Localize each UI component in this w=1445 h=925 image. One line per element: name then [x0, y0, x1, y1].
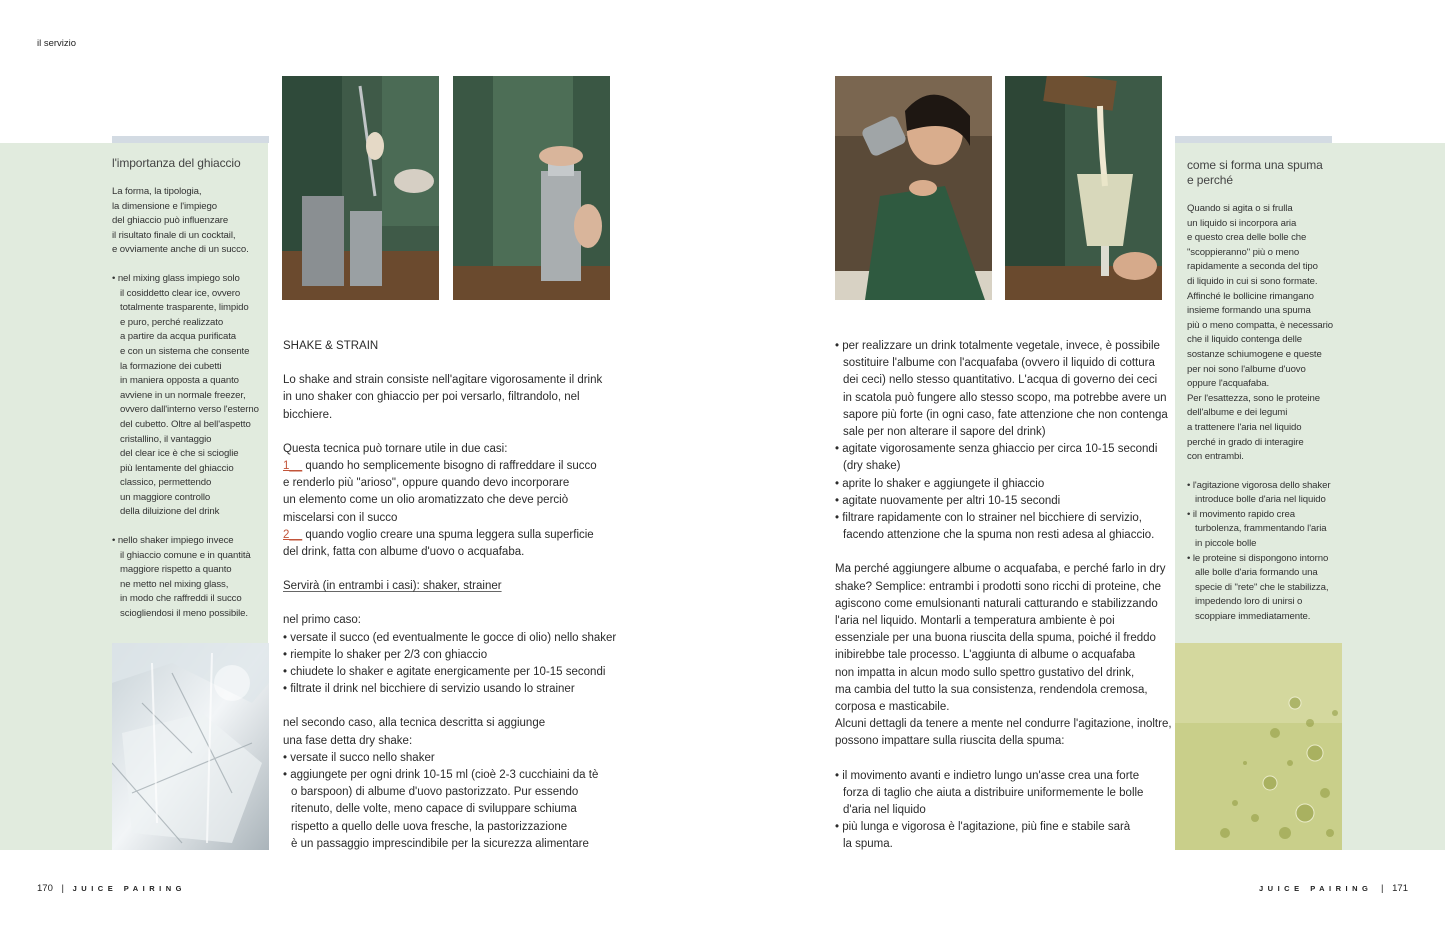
list-item: sostituire l'albume con l'acquafaba (ovvero il liquido di cottura — [843, 357, 1155, 370]
sidebar-line: ovvero dall'interno verso l'esterno — [120, 404, 259, 416]
sidebar-line: oppure l'acquafaba. — [1187, 378, 1270, 390]
sidebar-line: in piccole bolle — [1195, 538, 1257, 550]
right-body — [835, 338, 1170, 854]
right-sidebar-title — [1187, 158, 1357, 188]
sidebar-line: con entrambi. — [1187, 451, 1244, 463]
left-sidebar-rule — [112, 136, 269, 143]
tools-line: Servirà (in entrambi i casi): shaker, strainer — [283, 580, 502, 593]
list-item: dei ceci) nello stesso quantitativo. L'acqua di governo dei ceci — [843, 374, 1158, 387]
sidebar-line: alle bolle d'aria formando una — [1195, 567, 1318, 579]
sidebar-title-line: e perché — [1187, 173, 1233, 187]
sidebar-line: più o meno compatta, è necessario — [1187, 319, 1334, 331]
sidebar-line: che il liquido contenga delle — [1187, 334, 1302, 346]
body-line: 2__ quando voglio creare una spuma leggera sulla superficie — [283, 528, 594, 541]
list-item: • il movimento avanti e indietro lungo un'asse crea una forte — [835, 769, 1140, 782]
body-line: e renderlo più "arioso", oppure quando devo incorporare — [283, 477, 570, 490]
dry-shake-steps — [835, 338, 1170, 544]
body-line: essenziale per una buona riuscita della spuma, poiché il freddo — [835, 632, 1156, 645]
second-case-steps — [283, 750, 623, 853]
list-item: in scatola può fungere allo stesso scopo, ma potrebbe avere un — [843, 391, 1167, 404]
sidebar-line: cristallino, il vantaggio — [120, 433, 212, 445]
body-line: una fase detta dry shake: — [283, 734, 413, 747]
list-item: forza di taglio che aiuta a distribuire uniformemente le bolle — [843, 786, 1144, 799]
sidebar-line: e ovviamente anche di un succo. — [112, 244, 249, 256]
sidebar-line: La forma, la tipologia, — [112, 186, 202, 197]
list-item: è un passaggio imprescindibile per la sicurezza alimentare — [291, 837, 589, 850]
sidebar-line: e questo crea delle bolle che — [1187, 232, 1307, 244]
list-item: • per realizzare un drink totalmente vegetale, invece, è possibile — [835, 340, 1160, 352]
list-item: • agitate vigorosamente senza ghiaccio per circa 10-15 secondi — [835, 443, 1158, 456]
sidebar-line: avviene in un normale freezer, — [120, 389, 246, 401]
sidebar-line: Per l'esattezza, sono le proteine — [1187, 392, 1320, 404]
right-sidebar — [1187, 158, 1357, 625]
sidebar-line: Affinché le bollicine rimangano — [1187, 290, 1314, 302]
sidebar-line: del cubetto. Oltre al bell'aspetto — [120, 418, 251, 430]
list-item: • filtrare rapidamente con lo strainer nel bicchiere di servizio, — [835, 512, 1142, 525]
sidebar-line: per noi sono l'albume d'uovo — [1187, 363, 1306, 375]
list-item: sale per non alterare il sapore del drink) — [843, 426, 1046, 439]
body-line: inibirebbe tale processo. L'aggiunta di albume o acquafaba — [835, 649, 1136, 662]
sidebar-line: in modo che raffreddi il succo — [120, 593, 242, 605]
sidebar-line: scoppiare immediatamente. — [1195, 611, 1311, 623]
sidebar-line: sostanze schiumogene e queste — [1187, 348, 1322, 360]
sidebar-line: un maggiore controllo — [120, 491, 211, 503]
sidebar-line: del clear ice è che si scioglie — [120, 448, 239, 460]
sidebar-line: introduce bolle d'aria nel liquido — [1195, 494, 1326, 506]
sidebar-line: di liquido in cui si sono formate. — [1187, 275, 1318, 287]
body-line: l'aria nel liquido. Montarli a temperatura ambiente è poi — [835, 615, 1115, 628]
footer-left: 170 | JUICE PAIRING — [37, 883, 186, 894]
case-1 — [283, 458, 623, 527]
ice-image — [112, 643, 269, 850]
cases-intro: Questa tecnica può tornare utile in due casi: — [283, 442, 508, 455]
sidebar-line: impedendo loro di unirsi o — [1195, 596, 1303, 608]
foam-image — [1175, 643, 1342, 850]
sidebar-line: il cosiddetto clear ice, ovvero — [120, 287, 241, 299]
list-item: • aggiungete per ogni drink 10-15 ml (cioè 2-3 cucchiaini da tè — [283, 769, 599, 782]
sidebar-line: del ghiaccio può influenzare — [112, 215, 229, 227]
sidebar-line: Quando si agita o si frulla — [1187, 203, 1293, 214]
sidebar-line: la dimensione e l'impiego — [112, 200, 217, 212]
list-item: (dry shake) — [843, 460, 901, 473]
photo-woman-shaking — [835, 76, 992, 300]
left-sidebar-bullet-2 — [112, 534, 270, 622]
list-item: sapore più forte (in ogni caso, fate attenzione che non contenga — [843, 408, 1168, 421]
sidebar-line: il risultato finale di un cocktail, — [112, 229, 236, 241]
list-item: • chiudete lo shaker e agitate energicamente per 10-15 secondi — [283, 666, 606, 679]
first-case-steps — [283, 630, 623, 699]
foam-explanation — [835, 561, 1170, 750]
body-line: corposa e masticabile. — [835, 701, 950, 714]
left-sidebar-bullet-1 — [112, 272, 270, 520]
sidebar-line: in maniera opposta a quanto — [120, 375, 239, 387]
sidebar-line: totalmente trasparente, limpido — [120, 302, 249, 314]
sidebar-line: • l'agitazione vigorosa dello shaker — [1187, 479, 1331, 491]
first-case-title: nel primo caso: — [283, 614, 361, 627]
body-line: Ma perché aggiungere albume o acquafaba, e perché farlo in dry — [835, 563, 1166, 576]
sidebar-line: • le proteine si dispongono intorno — [1187, 552, 1329, 564]
photo-barspoon — [282, 76, 439, 300]
body-line: miscelarsi con il succo — [283, 511, 398, 524]
list-item: • aprite lo shaker e aggiungete il ghiaccio — [835, 477, 1045, 490]
body-line: non impatta in alcun modo sullo spettro gustativo del drink, — [835, 666, 1135, 679]
section-name-left: JUICE PAIRING — [72, 884, 186, 893]
sidebar-line: turbolenza, frammentando l'aria — [1195, 523, 1327, 535]
sidebar-line: più lentamente del ghiaccio — [120, 462, 234, 474]
sidebar-line: la formazione dei cubetti — [120, 360, 222, 372]
running-head: il servizio — [37, 38, 77, 49]
left-sidebar-intro — [112, 185, 270, 258]
shake-strain-intro — [283, 372, 623, 424]
body-line: del drink, fatta con albume d'uovo o acquafaba. — [283, 546, 525, 559]
body-line: in uno shaker con ghiaccio per poi versarlo, filtrandolo, nel — [283, 391, 580, 404]
section-heading: SHAKE & STRAIN — [283, 340, 379, 352]
body-line: possono impattare sulla riuscita della spuma: — [835, 735, 1065, 748]
sidebar-line: maggiore rispetto a quanto — [120, 564, 232, 576]
case-number: 1__ — [283, 460, 303, 473]
sidebar-line: perché in grado di interagire — [1187, 436, 1304, 448]
list-item: • agitate nuovamente per altri 10-15 secondi — [835, 494, 1061, 507]
sidebar-line: specie di "rete" che le stabilizza, — [1195, 581, 1329, 593]
list-item: o barspoon) di albume d'uovo pastorizzato. Pur essendo — [291, 786, 579, 799]
list-item: la spuma. — [843, 838, 893, 851]
case-2 — [283, 527, 623, 561]
right-sidebar-text — [1187, 202, 1357, 465]
body-line: nel secondo caso, alla tecnica descritta si aggiunge — [283, 717, 546, 730]
sidebar-line: sciogliendosi il meno possibile. — [120, 608, 248, 620]
sidebar-line: e con un sistema che consente — [120, 345, 250, 357]
body-line: ma cambia del tutto la sua consistenza, rendendola cremosa, — [835, 683, 1148, 696]
body-line: agiscono come emulsionanti naturali catturando e stabilizzando — [835, 597, 1158, 610]
sidebar-line: "scoppieranno" più o meno — [1187, 246, 1300, 258]
left-sidebar — [112, 156, 270, 622]
sidebar-line: e puro, perché realizzato — [120, 316, 224, 328]
list-item: ritenuto, delle volte, meno capace di sviluppare schiuma — [291, 803, 577, 816]
sidebar-line: • il movimento rapido crea — [1187, 508, 1295, 520]
body-line: shake? Semplice: entrambi i prodotti sono ricchi di proteine, che — [835, 580, 1162, 593]
list-item: • riempite lo shaker per 2/3 con ghiaccio — [283, 648, 488, 661]
right-sidebar-rule — [1175, 136, 1332, 143]
sidebar-line: della diluizione del drink — [120, 506, 220, 518]
footer-right: JUICE PAIRING | 171 — [1259, 883, 1408, 894]
sidebar-title-line: come si forma una spuma — [1187, 158, 1323, 172]
body-line: un elemento come un olio aromatizzato che deve perciò — [283, 494, 569, 507]
body-line: bicchiere. — [283, 408, 333, 421]
agitation-details — [835, 768, 1170, 854]
list-item: • versate il succo nello shaker — [283, 751, 435, 764]
body-line: Alcuni dettagli da tenere a mente nel condurre l'agitazione, inoltre, — [835, 718, 1172, 731]
sidebar-line: • nello shaker impiego invece — [112, 535, 234, 547]
sidebar-line: • nel mixing glass impiego solo — [112, 272, 240, 284]
sidebar-line: a trattenere l'aria nel liquido — [1187, 421, 1302, 433]
page-number-right: 171 — [1392, 883, 1408, 894]
left-body — [283, 338, 623, 853]
sidebar-line: il ghiaccio comune e in quantità — [120, 549, 251, 561]
body-line: Lo shake and strain consiste nell'agitare vigorosamente il drink — [283, 374, 603, 387]
section-name-right: JUICE PAIRING — [1259, 884, 1373, 893]
list-item: • versate il succo (ed eventualmente le gocce di olio) nello shaker — [283, 631, 617, 644]
sidebar-line: rapidamente a seconda del tipo — [1187, 261, 1318, 273]
list-item: • filtrate il drink nel bicchiere di servizio usando lo strainer — [283, 683, 575, 696]
list-item: rispetto a quello delle uova fresche, la pastorizzazione — [291, 820, 568, 833]
case-number: 2__ — [283, 528, 303, 541]
body-line: 1__ quando ho semplicemente bisogno di raffreddare il succo — [283, 460, 597, 473]
sidebar-line: insieme formando una spuma — [1187, 305, 1311, 317]
sidebar-line: a partire da acqua purificata — [120, 331, 237, 343]
sidebar-line: dell'albume e dei legumi — [1187, 407, 1288, 419]
page-number-left: 170 — [37, 883, 53, 894]
list-item: • più lunga e vigorosa è l'agitazione, più fine e stabile sarà — [835, 821, 1131, 834]
list-item: facendo attenzione che la spuma non resti adesa al ghiaccio. — [843, 529, 1155, 542]
photo-shaker-hands — [453, 76, 610, 300]
second-case-intro — [283, 715, 623, 749]
sidebar-line: classico, permettendo — [120, 477, 212, 489]
sidebar-line: ne metto nel mixing glass, — [120, 578, 229, 590]
list-item: d'aria nel liquido — [843, 804, 926, 817]
sidebar-line: un liquido si incorpora aria — [1187, 217, 1297, 229]
left-sidebar-title: l'importanza del ghiaccio — [112, 156, 241, 170]
right-sidebar-bullets — [1187, 479, 1357, 625]
photo-pouring — [1005, 76, 1162, 300]
